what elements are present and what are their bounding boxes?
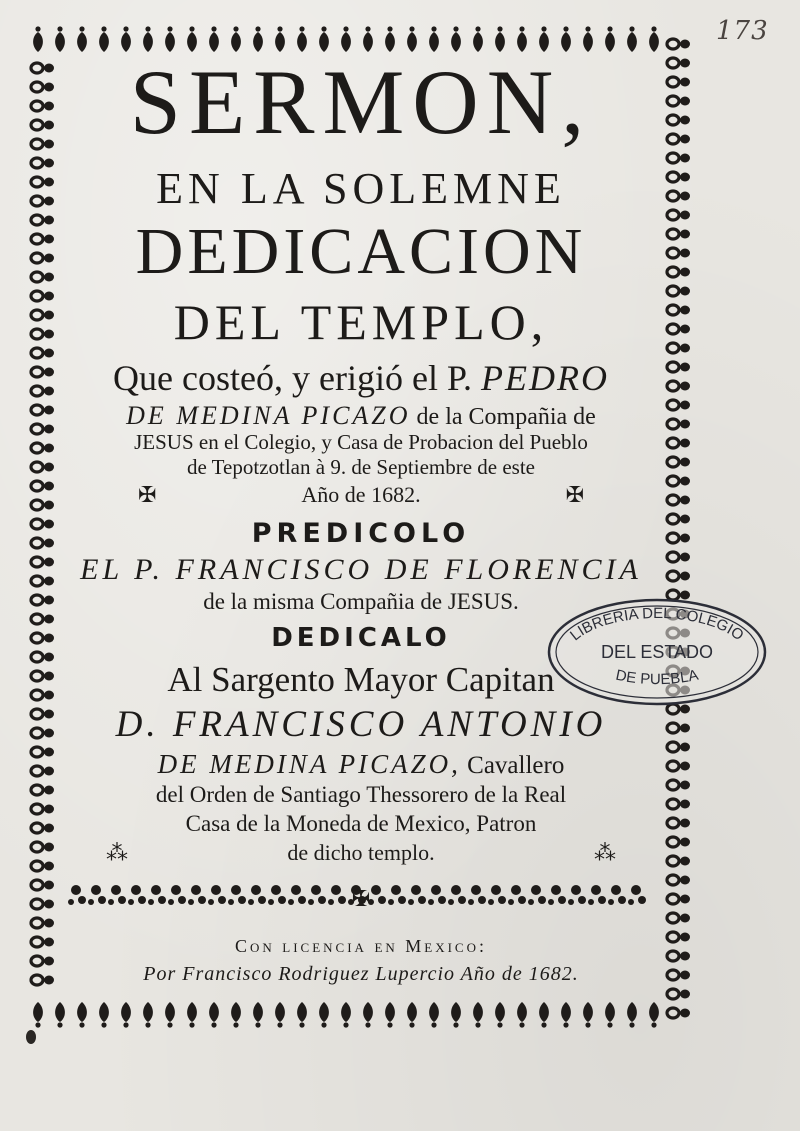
border-scroll [31, 82, 54, 92]
border-scroll [31, 861, 54, 871]
border-fleuron [605, 26, 615, 52]
dedicatee-surname: DE MEDINA PICAZO, [157, 749, 461, 779]
border-fleuron [55, 1002, 65, 1028]
border-scroll [667, 552, 690, 562]
border-scroll [31, 310, 54, 320]
folio-number: 173 [716, 16, 769, 46]
border-scroll [31, 462, 54, 472]
border-fleuron [495, 1002, 505, 1028]
title-sermon: SERMON, [129, 51, 593, 153]
border-scroll [31, 196, 54, 206]
border-scroll [667, 248, 690, 258]
border-scroll [31, 253, 54, 263]
border-fleuron [165, 26, 175, 52]
heading-predicolo: PREDICOLO [251, 518, 471, 549]
border-fleuron [341, 26, 351, 52]
ornament-band [66, 878, 656, 914]
border-fleuron [143, 26, 153, 52]
border-fleuron [407, 1002, 417, 1028]
border-scroll [31, 481, 54, 491]
border-fleuron [451, 26, 461, 52]
border-fleuron [341, 1002, 351, 1028]
border-fleuron [77, 1002, 87, 1028]
border-scroll [31, 899, 54, 909]
border-fleuron [495, 26, 505, 52]
border-fleuron [319, 1002, 329, 1028]
border-scroll [31, 329, 54, 339]
border-scroll [31, 785, 54, 795]
border-scroll [31, 158, 54, 168]
border-fleuron [143, 1002, 153, 1028]
cross-ornament-right: ✠ [565, 482, 584, 507]
border-fleuron [209, 1002, 219, 1028]
border-scroll [31, 804, 54, 814]
line-medina [66, 402, 656, 430]
border-fleuron [583, 26, 593, 52]
border-scroll [31, 842, 54, 852]
stamp-middle-text: DEL ESTADO [600, 642, 714, 662]
border-scroll [31, 614, 54, 624]
band-fleuron [408, 885, 426, 905]
band-fleuron [268, 885, 286, 905]
dedication-line-2: Casa de la Moneda de Mexico, Patron [185, 811, 537, 836]
border-scroll [31, 424, 54, 434]
border-scroll [667, 134, 690, 144]
band-fleuron [568, 885, 586, 905]
border-fleuron [517, 26, 527, 52]
band-fleuron [208, 885, 226, 905]
border-scroll [31, 215, 54, 225]
border-fleuron [297, 1002, 307, 1028]
band-fleuron [148, 885, 166, 905]
border-scroll [31, 386, 54, 396]
band-fleuron [308, 885, 326, 905]
border-fleuron [165, 1002, 175, 1028]
border-fleuron [605, 1002, 615, 1028]
line-jesus: JESUS en el Colegio, y Casa de Probacion del Pueblo [134, 430, 588, 454]
border-scroll [667, 115, 690, 125]
cross-ornament-left: ✠ [138, 482, 157, 507]
border-scroll [667, 875, 690, 885]
border-scroll [667, 153, 690, 163]
band-cross: ✠ [351, 887, 371, 912]
dedicatee-rank: Al Sargento Mayor Capitan [167, 660, 555, 699]
border-scroll [667, 267, 690, 277]
band-fleuron [368, 885, 386, 905]
border-scroll [667, 191, 690, 201]
border-fleuron [187, 1002, 197, 1028]
border-fleuron [55, 26, 65, 52]
band-fleuron [228, 885, 246, 905]
library-stamp [545, 596, 770, 708]
border-scroll [667, 837, 690, 847]
border-fleuron [429, 1002, 439, 1028]
border-scroll [667, 780, 690, 790]
border-fleuron [99, 1002, 109, 1028]
border-scroll [31, 728, 54, 738]
border-scroll [31, 519, 54, 529]
band-fleuron [128, 885, 146, 905]
dedication-line-3: de dicho templo. [287, 840, 435, 865]
border-scroll [31, 272, 54, 282]
que-costeo-text: Que costeó, y erigió el P. [113, 358, 472, 398]
border-fleuron [121, 26, 131, 52]
medina-rest: de la Compañia de [416, 404, 596, 430]
border-scroll [667, 856, 690, 866]
border-fleuron [451, 1002, 461, 1028]
border-scroll [667, 913, 690, 923]
border-scroll [31, 709, 54, 719]
dedicatee-name: D. FRANCISCO ANTONIO [115, 704, 607, 745]
border-fleuron [275, 1002, 285, 1028]
border-scroll [667, 229, 690, 239]
border-scroll [667, 533, 690, 543]
border-scroll [667, 970, 690, 980]
band-fleuron [488, 885, 506, 905]
border-scroll [667, 58, 690, 68]
imprint-printer: Por Francisco Rodriguez Lupercio Año de 1682. [143, 963, 579, 985]
border-scroll [667, 799, 690, 809]
border-fleuron [275, 26, 285, 52]
year-text: Año de 1682. [301, 482, 421, 507]
border-scroll [667, 894, 690, 904]
border-scroll [31, 101, 54, 111]
border-scroll [31, 823, 54, 833]
border-fleuron [627, 26, 637, 52]
title-templo: DEL TEMPLO, [173, 294, 549, 350]
border-scroll [31, 747, 54, 757]
border-scroll [31, 538, 54, 548]
border-scroll [667, 381, 690, 391]
preacher-name: EL P. FRANCISCO DE FLORENCIA [80, 553, 642, 586]
stamp-top-path: LIBRERIA DEL COLEGIO [566, 604, 747, 645]
band-fleuron [428, 885, 446, 905]
border-scroll [31, 443, 54, 453]
border-fleuron [561, 1002, 571, 1028]
border-fleuron [539, 26, 549, 52]
border-scroll [31, 633, 54, 643]
border-scroll [31, 918, 54, 928]
border-fleuron [253, 26, 263, 52]
border-scroll [31, 234, 54, 244]
border-scroll [667, 476, 690, 486]
border-fleuron [517, 1002, 527, 1028]
border-fleuron [121, 1002, 131, 1028]
medina-name: DE MEDINA PICAZO [126, 401, 411, 430]
band-fleuron [448, 885, 466, 905]
ornament-band-svg [66, 878, 656, 914]
border-scroll [667, 1008, 690, 1018]
dedication-line-3-row [66, 838, 656, 868]
band-fleuron [248, 885, 266, 905]
dedicatee-surname-rest: Cavallero [467, 752, 565, 779]
border-scroll [31, 177, 54, 187]
border-fleuron [253, 1002, 263, 1028]
band-fleuron [468, 885, 486, 905]
band-fleuron [288, 885, 306, 905]
border-fleuron [649, 1002, 659, 1028]
stars-ornament-right: ⁂ [594, 840, 616, 865]
border-scroll [31, 690, 54, 700]
band-fleuron [388, 885, 406, 905]
border-scroll [667, 305, 690, 315]
border-scroll [667, 761, 690, 771]
line-tepotzotlan: de Tepotzotlan à 9. de Septiembre de este [186, 455, 536, 479]
border-scroll [667, 457, 690, 467]
preacher-order: de la misma Compañia de JESUS. [203, 589, 519, 614]
pedro-text: PEDRO [480, 358, 609, 398]
border-fleuron [33, 26, 43, 52]
border-scroll [31, 557, 54, 567]
border-fleuron [77, 26, 87, 52]
band-fleuron [528, 885, 546, 905]
border-scroll [667, 419, 690, 429]
band-fleuron [168, 885, 186, 905]
border-scroll [31, 766, 54, 776]
border-scroll [31, 348, 54, 358]
border-scroll [31, 500, 54, 510]
border-scroll [667, 723, 690, 733]
border-scroll [31, 671, 54, 681]
title-page-content [66, 52, 656, 1002]
border-scroll [667, 438, 690, 448]
stars-ornament-left: ⁂ [106, 840, 128, 865]
band-fleuron [88, 885, 106, 905]
band-fleuron [108, 885, 126, 905]
border-scroll [667, 39, 690, 49]
title-dedicacion: DEDICACION [135, 215, 587, 288]
border-scroll [31, 367, 54, 377]
border-fleuron [429, 26, 439, 52]
band-fleuron [548, 885, 566, 905]
border-scroll [667, 400, 690, 410]
border-scroll [667, 286, 690, 296]
band-fleuron [508, 885, 526, 905]
border-fleuron [539, 1002, 549, 1028]
border-fleuron [297, 26, 307, 52]
border-scroll [31, 652, 54, 662]
border-scroll [667, 362, 690, 372]
border-fleuron [99, 26, 109, 52]
band-fleuron [188, 885, 206, 905]
band-fleuron [328, 885, 346, 905]
dedication-line-1: del Orden de Santiago Thessorero de la Real [155, 782, 567, 807]
imprint-license: Con licencia en Mexico: [235, 936, 487, 956]
title-solemne: EN LA SOLEMNE [156, 164, 566, 213]
heading-dedicalo: DEDICALO [271, 623, 451, 653]
border-scroll [667, 932, 690, 942]
border-fleuron [231, 26, 241, 52]
border-scroll [667, 818, 690, 828]
border-scroll [667, 951, 690, 961]
border-scroll [31, 956, 54, 966]
border-scroll [31, 880, 54, 890]
border-scroll [31, 595, 54, 605]
border-fleuron [385, 1002, 395, 1028]
border-scroll [31, 291, 54, 301]
border-fleuron [561, 26, 571, 52]
border-scroll [667, 571, 690, 581]
border-fleuron [583, 1002, 593, 1028]
border-scroll [667, 742, 690, 752]
ink-spot [26, 1030, 36, 1044]
border-fleuron [385, 26, 395, 52]
band-fleuron [628, 885, 646, 905]
border-fleuron [231, 1002, 241, 1028]
border-scroll [667, 514, 690, 524]
border-scroll [667, 77, 690, 87]
border-scroll [31, 120, 54, 130]
border-fleuron [363, 26, 373, 52]
border-scroll [31, 937, 54, 947]
line-dedicatee-surname [66, 748, 656, 780]
border-scroll [667, 210, 690, 220]
border-fleuron [407, 26, 417, 52]
library-stamp-svg [545, 596, 770, 708]
band-fleuron [608, 885, 626, 905]
stamp-bottom-path: DE PUEBLA [614, 666, 700, 689]
border-fleuron [319, 26, 329, 52]
border-scroll [31, 975, 54, 985]
border-fleuron [649, 26, 659, 52]
border-scroll [31, 405, 54, 415]
border-fleuron [473, 26, 483, 52]
border-scroll [667, 172, 690, 182]
border-fleuron [209, 26, 219, 52]
border-scroll [667, 989, 690, 999]
line-que-costeo [66, 354, 656, 402]
border-scroll [667, 343, 690, 353]
border-fleuron [627, 1002, 637, 1028]
border-fleuron [187, 26, 197, 52]
border-scroll [667, 495, 690, 505]
band-fleuron [588, 885, 606, 905]
border-scroll [667, 324, 690, 334]
line-year [66, 480, 656, 510]
border-fleuron [363, 1002, 373, 1028]
border-fleuron [473, 1002, 483, 1028]
border-scroll [667, 96, 690, 106]
border-scroll [31, 139, 54, 149]
border-scroll [31, 63, 54, 73]
border-fleuron [33, 1002, 43, 1028]
border-scroll [31, 576, 54, 586]
band-fleuron [68, 885, 86, 905]
